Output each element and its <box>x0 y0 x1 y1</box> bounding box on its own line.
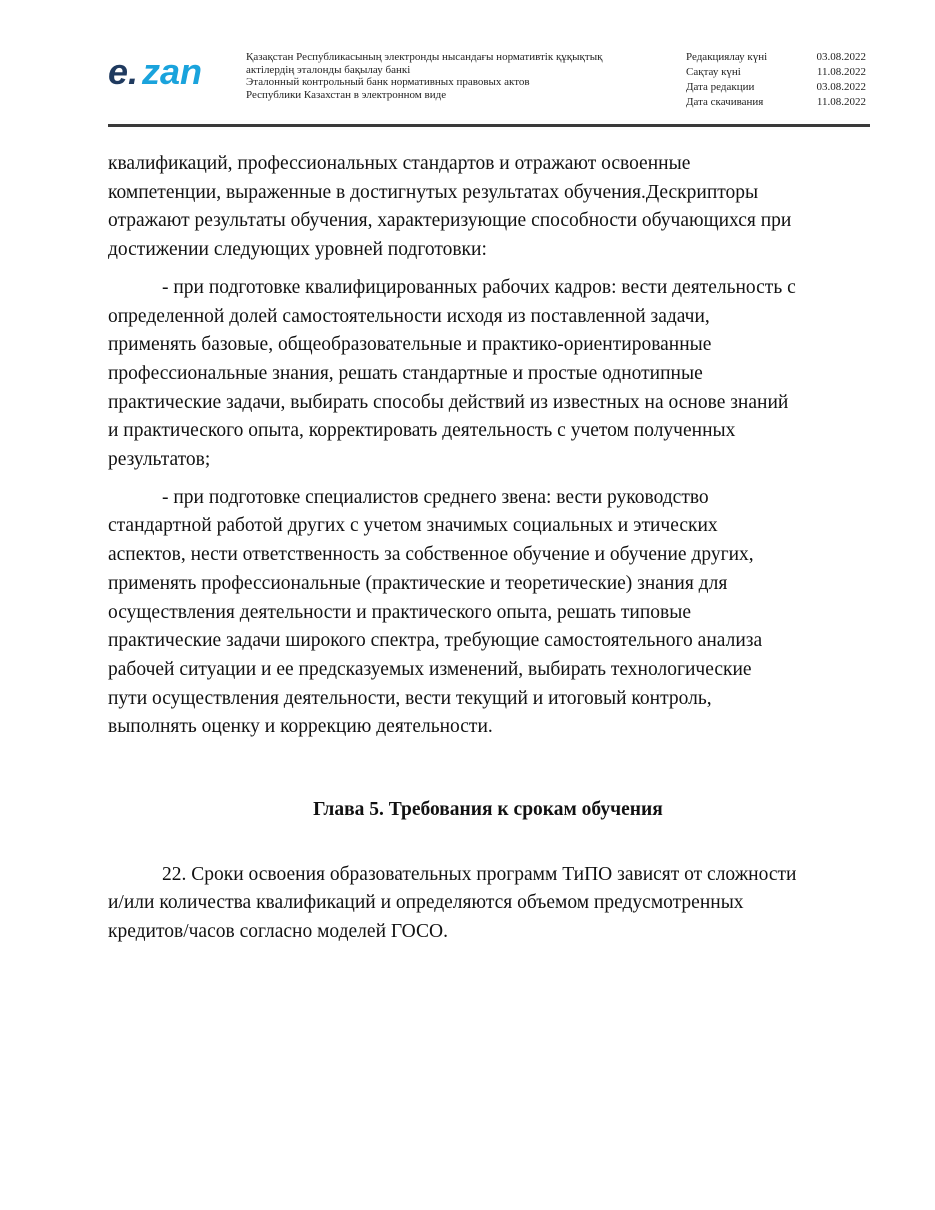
text-line: результатов; <box>108 449 211 471</box>
meta-value: 11.08.2022 <box>816 96 866 108</box>
text-line: - при подготовке квалифицированных рабочих кадров: вести деятельность с <box>162 276 796 298</box>
meta-label: Редакциялау күні <box>686 51 768 63</box>
logo-text-accent: zan <box>142 52 203 92</box>
text-line: и практического опыта, корректировать деятельность с учетом полученных <box>108 420 736 442</box>
paragraph-descriptors <box>108 150 868 265</box>
document-body <box>108 150 868 947</box>
paragraph-mid-level-specialists <box>108 484 868 742</box>
text-line: компетенции, выраженные в достигнутых результатах обучения.Дескрипторы <box>108 181 759 203</box>
logo-text-main: e. <box>108 52 139 92</box>
text-line: применять профессиональные (практические и теоретические) знания для <box>108 572 728 594</box>
paragraph-22-study-terms <box>108 861 868 947</box>
registry-description <box>246 51 666 101</box>
chapter-heading: Глава 5. Требования к срокам обучения <box>313 799 663 821</box>
meta-label: Дата скачивания <box>686 96 764 108</box>
meta-label: Сақтау күні <box>686 66 741 78</box>
text-line: практические задачи, выбирать способы действий из известных на основе знаний <box>108 391 789 413</box>
text-line: и/или количества квалификаций и определяются объемом предусмотренных <box>108 892 744 914</box>
text-line: отражают результаты обучения, характеризующие способности обучающихся при <box>108 210 792 232</box>
meta-row-download-date <box>686 95 866 110</box>
meta-label: Дата редакции <box>686 81 755 93</box>
page-header <box>0 0 935 130</box>
meta-value: 03.08.2022 <box>816 51 866 63</box>
header-divider <box>108 124 870 127</box>
registry-line: актілердің эталонды бақылау банкі <box>246 63 411 76</box>
text-line: практические задачи широкого спектра, требующие самостоятельного анализа <box>108 630 763 652</box>
text-line: - при подготовке специалистов среднего звена: вести руководство <box>162 486 709 508</box>
text-line: выполнять оценку и коррекцию деятельности. <box>108 716 493 738</box>
text-line: стандартной работой других с учетом значимых социальных и этических <box>108 515 718 537</box>
meta-value: 03.08.2022 <box>816 81 866 93</box>
document-dates <box>686 50 866 110</box>
text-line: пути осуществления деятельности, вести текущий и итоговый контроль, <box>108 687 712 709</box>
text-line: применять базовые, общеобразовательные и практико-ориентированные <box>108 334 712 356</box>
meta-row-edit-date <box>686 80 866 95</box>
text-line: осуществления деятельности и практического опыта, решать типовые <box>108 601 691 623</box>
registry-line: Қазақстан Республикасының электронды нысандағы нормативтік құқықтық <box>246 51 603 63</box>
meta-value: 11.08.2022 <box>816 66 866 78</box>
text-line: рабочей ситуации и ее предсказуемых изменений, выбирать технологические <box>108 658 752 680</box>
text-line: квалификаций, профессиональных стандартов и отражают освоенные <box>108 153 691 174</box>
text-line: профессиональные знания, решать стандартные и простые однотипные <box>108 362 703 384</box>
meta-row-save-date-kz <box>686 65 866 80</box>
registry-line: Республики Казахстан в электронном виде <box>246 88 447 101</box>
ezan-logo <box>108 52 218 92</box>
text-line: достижении следующих уровней подготовки: <box>108 239 487 261</box>
text-line: 22. Сроки освоения образовательных программ ТиПО зависят от сложности <box>162 863 797 885</box>
registry-line: Эталонный контрольный банк нормативных правовых актов <box>246 76 530 89</box>
paragraph-skilled-workers <box>108 274 868 475</box>
text-line: определенной долей самостоятельности исходя из поставленной задачи, <box>108 305 710 327</box>
text-line: аспектов, нести ответственность за собственное обучение и обучение других, <box>108 544 754 566</box>
meta-row-edit-date-kz <box>686 50 866 65</box>
text-line: кредитов/часов согласно моделей ГОСО. <box>108 921 448 943</box>
